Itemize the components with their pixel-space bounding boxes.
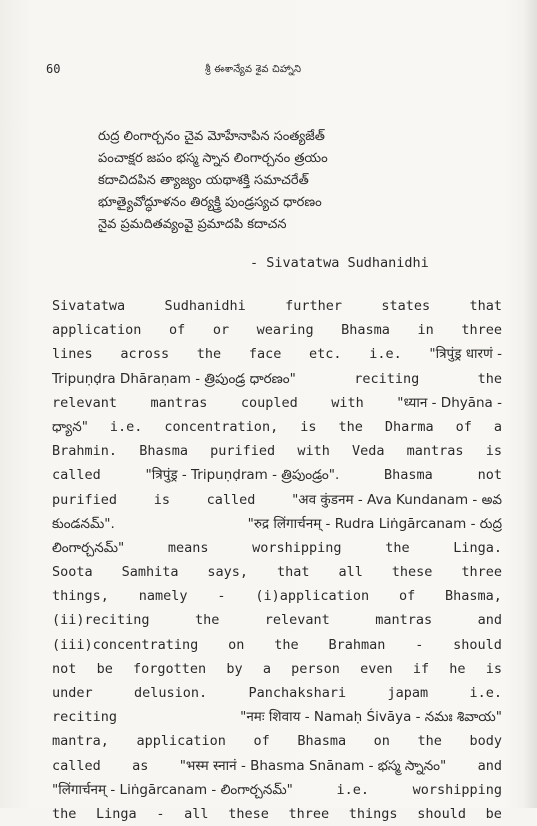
body-word: delusion. (134, 685, 208, 701)
body-word: called (206, 491, 256, 508)
body-word: states (381, 298, 431, 314)
body-word: Bhasma (139, 443, 188, 460)
body-word: application (52, 322, 142, 339)
body-word: relevant (52, 394, 118, 411)
body-word: relevant (264, 612, 330, 629)
body-word: mantra, (52, 733, 109, 750)
body-line (52, 415, 502, 439)
body-line (52, 802, 502, 826)
body-word: i.e. (109, 418, 143, 435)
body-word: "लिंगार्चनम् - Liṅgārcanam - లింగార్చనమ్" (52, 781, 293, 798)
body-line (52, 754, 502, 778)
body-line (52, 681, 502, 705)
body-word: is (485, 660, 502, 677)
body-word: "अव कुंडनम - Ava Kundanam - అవ (292, 491, 502, 508)
body-word: means (167, 539, 209, 556)
body-line (52, 608, 502, 632)
verse-line: రుద్ర లింగార్చనం చైవ మోహేనాపిన సంత్యజేత్ (98, 129, 325, 144)
verse-attribution: - Sivatatwa Sudhanidhi (250, 255, 429, 271)
body-word: called (52, 757, 101, 774)
body-word: (i)application (255, 588, 370, 605)
body-word: - (156, 805, 165, 822)
body-word: with (297, 443, 330, 460)
body-word: and (477, 612, 502, 629)
body-paragraph (52, 294, 502, 826)
body-word: Bhasma (341, 322, 390, 339)
body-word: be (485, 805, 502, 822)
body-word: three (288, 805, 330, 822)
body-word: person (291, 660, 340, 677)
body-line (52, 536, 502, 560)
body-line (52, 391, 502, 415)
body-word: that (469, 298, 502, 314)
body-word: the (338, 418, 363, 435)
body-word: if (412, 660, 430, 677)
body-line (52, 584, 502, 608)
body-line (52, 633, 502, 657)
body-word: "रुद्र लिंगार्चनम् - Rudra Liṅgārcanam - రుద్ర (247, 515, 502, 532)
body-word: Linga (96, 805, 137, 822)
body-line (52, 729, 502, 753)
body-word: లింగార్చనమ్" (52, 539, 125, 556)
body-word: reciting (52, 709, 118, 726)
body-word: etc. (309, 346, 342, 363)
body-word: even (360, 660, 393, 677)
body-word: the (417, 733, 442, 750)
body-word: not (477, 467, 502, 484)
body-word: three (461, 564, 502, 581)
page-edge-shadow (523, 0, 537, 808)
body-word: the (274, 636, 299, 653)
body-word: a (262, 660, 271, 677)
body-word: Sudhanidhi (164, 298, 246, 314)
body-word: mantras (406, 443, 464, 460)
body-word: on (228, 636, 245, 653)
body-word: coupled (240, 394, 298, 411)
body-word: "भस्म स्नानं - Bhasma Snānam - భస్మ స్నానం" (179, 757, 447, 774)
body-word: Linga. (453, 539, 502, 556)
body-word: these (391, 564, 433, 581)
body-word: Panchakshari (248, 685, 347, 701)
body-word: కుండనమ్". (52, 515, 115, 532)
body-word: Samhita (121, 564, 179, 581)
body-word: of (455, 418, 472, 435)
body-word: purified (52, 491, 118, 508)
body-word: "त्रिपुंड्र - Tripuṇḍram - త్రిపుండ్రం". (145, 467, 340, 484)
page-header (0, 62, 537, 82)
body-line (52, 488, 502, 512)
telugu-verse (98, 126, 498, 236)
body-word: of (253, 733, 270, 750)
body-word: be (96, 660, 113, 677)
body-word: should (417, 805, 466, 822)
body-word: application (136, 733, 226, 750)
body-word: concentration, (164, 418, 279, 435)
body-word: i.e. (336, 781, 369, 798)
body-word: is (300, 418, 317, 435)
body-word: Sivatatwa (52, 298, 126, 314)
body-word: the (52, 805, 77, 822)
body-word: things, (52, 588, 109, 605)
verse-line: నైవ ప్రమదితవ్యంవై ప్రమాదపి కదాచన (98, 217, 287, 232)
body-line (52, 705, 502, 729)
body-word: these (228, 805, 269, 822)
body-word: worshipping (412, 781, 502, 798)
body-word: worshipping (252, 539, 342, 556)
body-word: called (52, 467, 101, 484)
body-word: a (493, 418, 502, 435)
body-word: on (373, 733, 390, 750)
body-word: mantras (375, 612, 433, 629)
body-line (52, 318, 502, 342)
body-word: Bhasma (297, 733, 347, 750)
body-word: Brahman (328, 636, 386, 653)
body-word: japam (387, 685, 429, 701)
body-line (52, 294, 502, 318)
body-word: things (348, 805, 398, 822)
body-word: he (449, 660, 466, 677)
running-title: శ్రీ ఈశాన్యేవ శైవ చిహ్నాని (205, 64, 302, 75)
body-word: under (52, 685, 93, 701)
body-word: the (194, 612, 220, 629)
body-word: Tripuṇḍra Dhāraṇam - త్రిపుండ్ర ధారణం" (52, 370, 296, 387)
body-word: "ध्यान - Dhyāna - (397, 394, 502, 411)
body-word: mantras (150, 394, 208, 411)
body-word: - (217, 588, 226, 605)
body-word: is (485, 443, 502, 460)
body-word: i.e. (369, 346, 402, 363)
body-line (52, 439, 502, 463)
verse-line: పంచాక్షర జపం భస్మ స్నాన లింగార్చనం త్రయం (98, 151, 328, 166)
body-word: "नमः शिवाय - Namaḥ Śivāya - నమః శివాయ" (240, 709, 502, 726)
body-word: by (226, 660, 243, 677)
body-word: is (153, 491, 170, 508)
body-word: ధ్యాన" (52, 418, 88, 435)
body-word: in (417, 322, 434, 339)
verse-line: భూత్యైవోద్ధూళనం తిర్యక్త్రి పుండ్రస్యచ ధారణం (98, 195, 322, 210)
body-line (52, 367, 502, 391)
body-word: that (277, 564, 310, 581)
body-word: as (132, 757, 149, 774)
body-word: reciting (354, 370, 420, 387)
body-word: further (285, 298, 342, 314)
body-word: of (398, 588, 416, 605)
body-word: (iii)concentrating (52, 636, 199, 653)
body-word: namely (138, 588, 188, 605)
body-word: the (477, 370, 502, 387)
body-word: Brahmin. (52, 443, 118, 460)
body-word: three (461, 322, 502, 339)
body-word: "त्रिपुंड्र धारणं - (429, 346, 502, 363)
body-word: all (338, 564, 363, 581)
body-word: wearing (256, 322, 314, 339)
body-word: should (453, 636, 502, 653)
body-word: all (184, 805, 209, 822)
body-line (52, 512, 502, 536)
body-word: Dharma (384, 418, 434, 435)
body-word: Soota (52, 564, 93, 581)
body-word: lines (52, 346, 93, 363)
body-word: or (212, 322, 230, 339)
body-word: says, (207, 564, 249, 581)
body-word: purified (210, 443, 276, 460)
body-word: (ii)reciting (52, 612, 150, 629)
body-line (52, 560, 502, 584)
body-line (52, 778, 502, 802)
body-word: face (248, 346, 282, 363)
body-word: Bhasma, (445, 588, 502, 605)
body-word: i.e. (469, 685, 502, 701)
body-word: body (469, 733, 502, 750)
body-word: of (168, 322, 186, 339)
body-word: Veda (351, 443, 385, 460)
body-line (52, 657, 502, 681)
body-word: the (196, 346, 222, 363)
body-word: not (52, 660, 77, 677)
body-word: the (385, 539, 410, 556)
body-word: and (477, 757, 502, 774)
body-word: with (331, 394, 364, 411)
body-line (52, 342, 502, 366)
body-line (52, 463, 502, 487)
body-word: - (415, 636, 424, 653)
body-word: forgotten (133, 660, 207, 677)
page-number: 60 (46, 62, 61, 76)
body-word: Bhasma (384, 467, 433, 484)
body-word: across (120, 346, 170, 363)
verse-line: కదాచిదపిన త్యాజ్యం యథాశక్తి సమాచరేత్ (98, 173, 309, 188)
